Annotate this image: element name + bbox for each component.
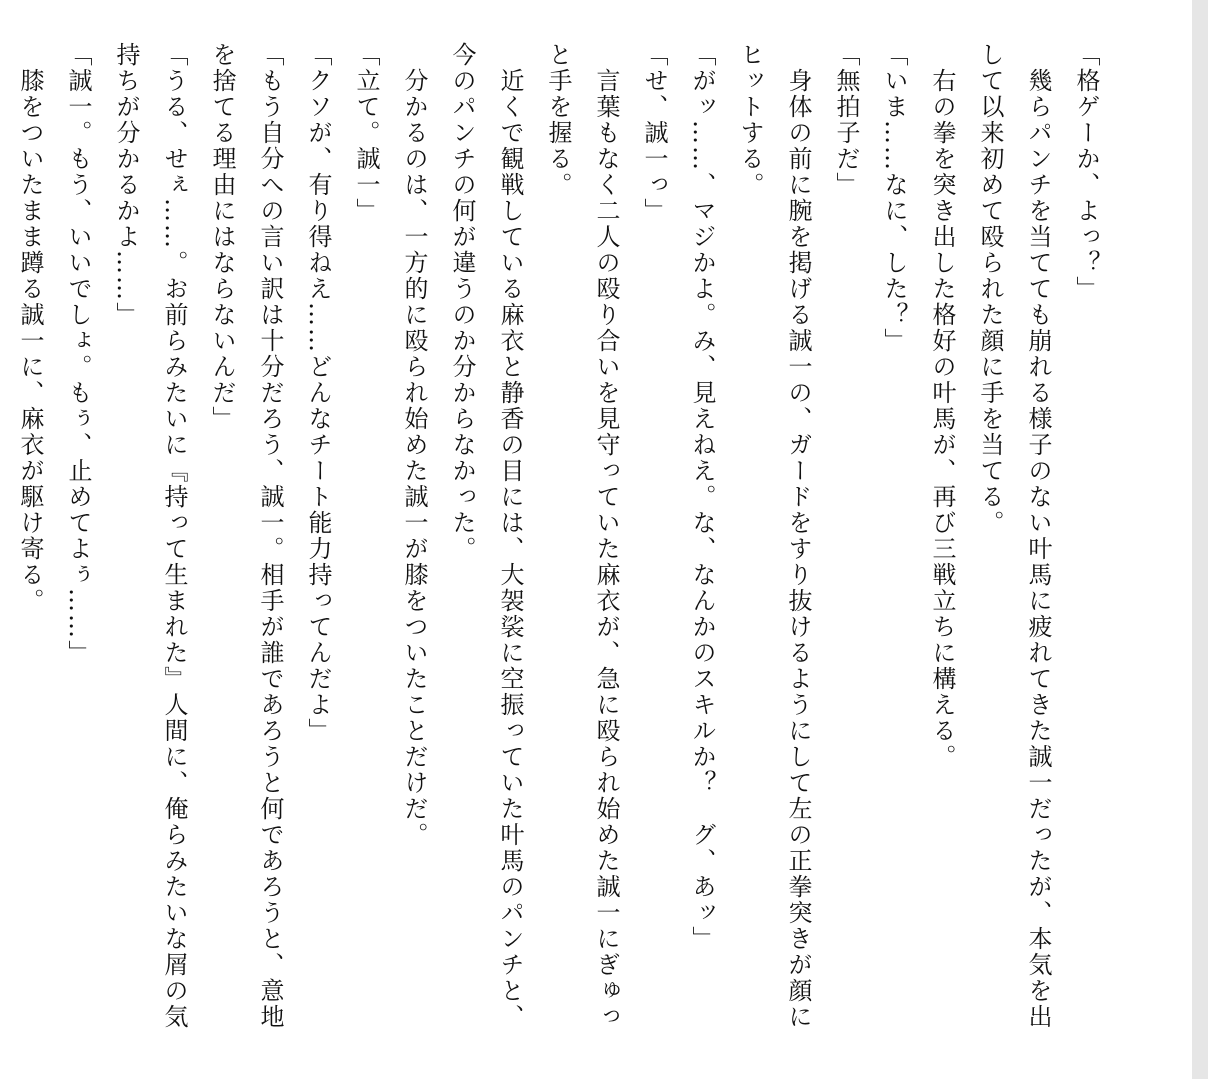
paragraph: 「せ、誠一っ」 — [640, 42, 668, 224]
paragraph: 「いま……なに、した？」 — [880, 42, 908, 354]
paragraph: 「うる、せぇ……。お前らみたいに『持って生まれた』人間に、俺らみたいな屑の気持ちが分かるかよ……」 — [112, 42, 188, 1030]
paragraph: 「誠一。もう、いいでしょ。もぅ、止めてよぅ……」 — [64, 42, 92, 666]
paragraph: 「クソが、有り得ねえ……どんなチート能力持ってんだよ」 — [304, 42, 332, 744]
paragraph: 膝をついたまま蹲る誠一に、麻衣が駆け寄る。 — [16, 42, 44, 614]
paragraph: 「格ゲーか、よっ？」 — [1072, 42, 1100, 302]
paragraph: 「がッ……、マジかよ。み、見えねえ。な、なんかのスキルか？ グ、あッ」 — [688, 42, 716, 952]
vertical-text-page — [16, 42, 1110, 1052]
paragraph: 右の拳を突き出した格好の叶馬が、再び三戦立ちに構える。 — [928, 42, 956, 770]
paragraph: 「もう自分への言い訳は十分だろう、誠一。相手が誰であろうと何であろうと、意地を捨てる理由にはならないんだ」 — [208, 42, 284, 1030]
paragraph: 近くで観戦している麻衣と静香の目には、大袈裟に空振っていた叶馬のパンチと、今のパンチの何が違うのか分からなかった。 — [448, 42, 524, 1030]
paragraph: 幾らパンチを当てても崩れる様子のない叶馬に疲れてきた誠一だったが、本気を出して以来初めて殴られた顔に手を当てる。 — [976, 42, 1052, 1030]
paragraph: 言葉もなく二人の殴り合いを見守っていた麻衣が、急に殴られ始めた誠一にぎゅっと手を握る。 — [544, 42, 620, 1030]
paragraph: 分かるのは、一方的に殴られ始めた誠一が膝をついたことだけだ。 — [400, 42, 428, 848]
page-edge — [1192, 0, 1208, 1079]
paragraph: 身体の前に腕を掲げる誠一の、ガードをすり抜けるようにして左の正拳突きが顔にヒットする。 — [736, 42, 812, 1030]
paragraph: 「立て。誠一」 — [352, 42, 380, 224]
paragraph: 「無拍子だ」 — [832, 42, 860, 198]
